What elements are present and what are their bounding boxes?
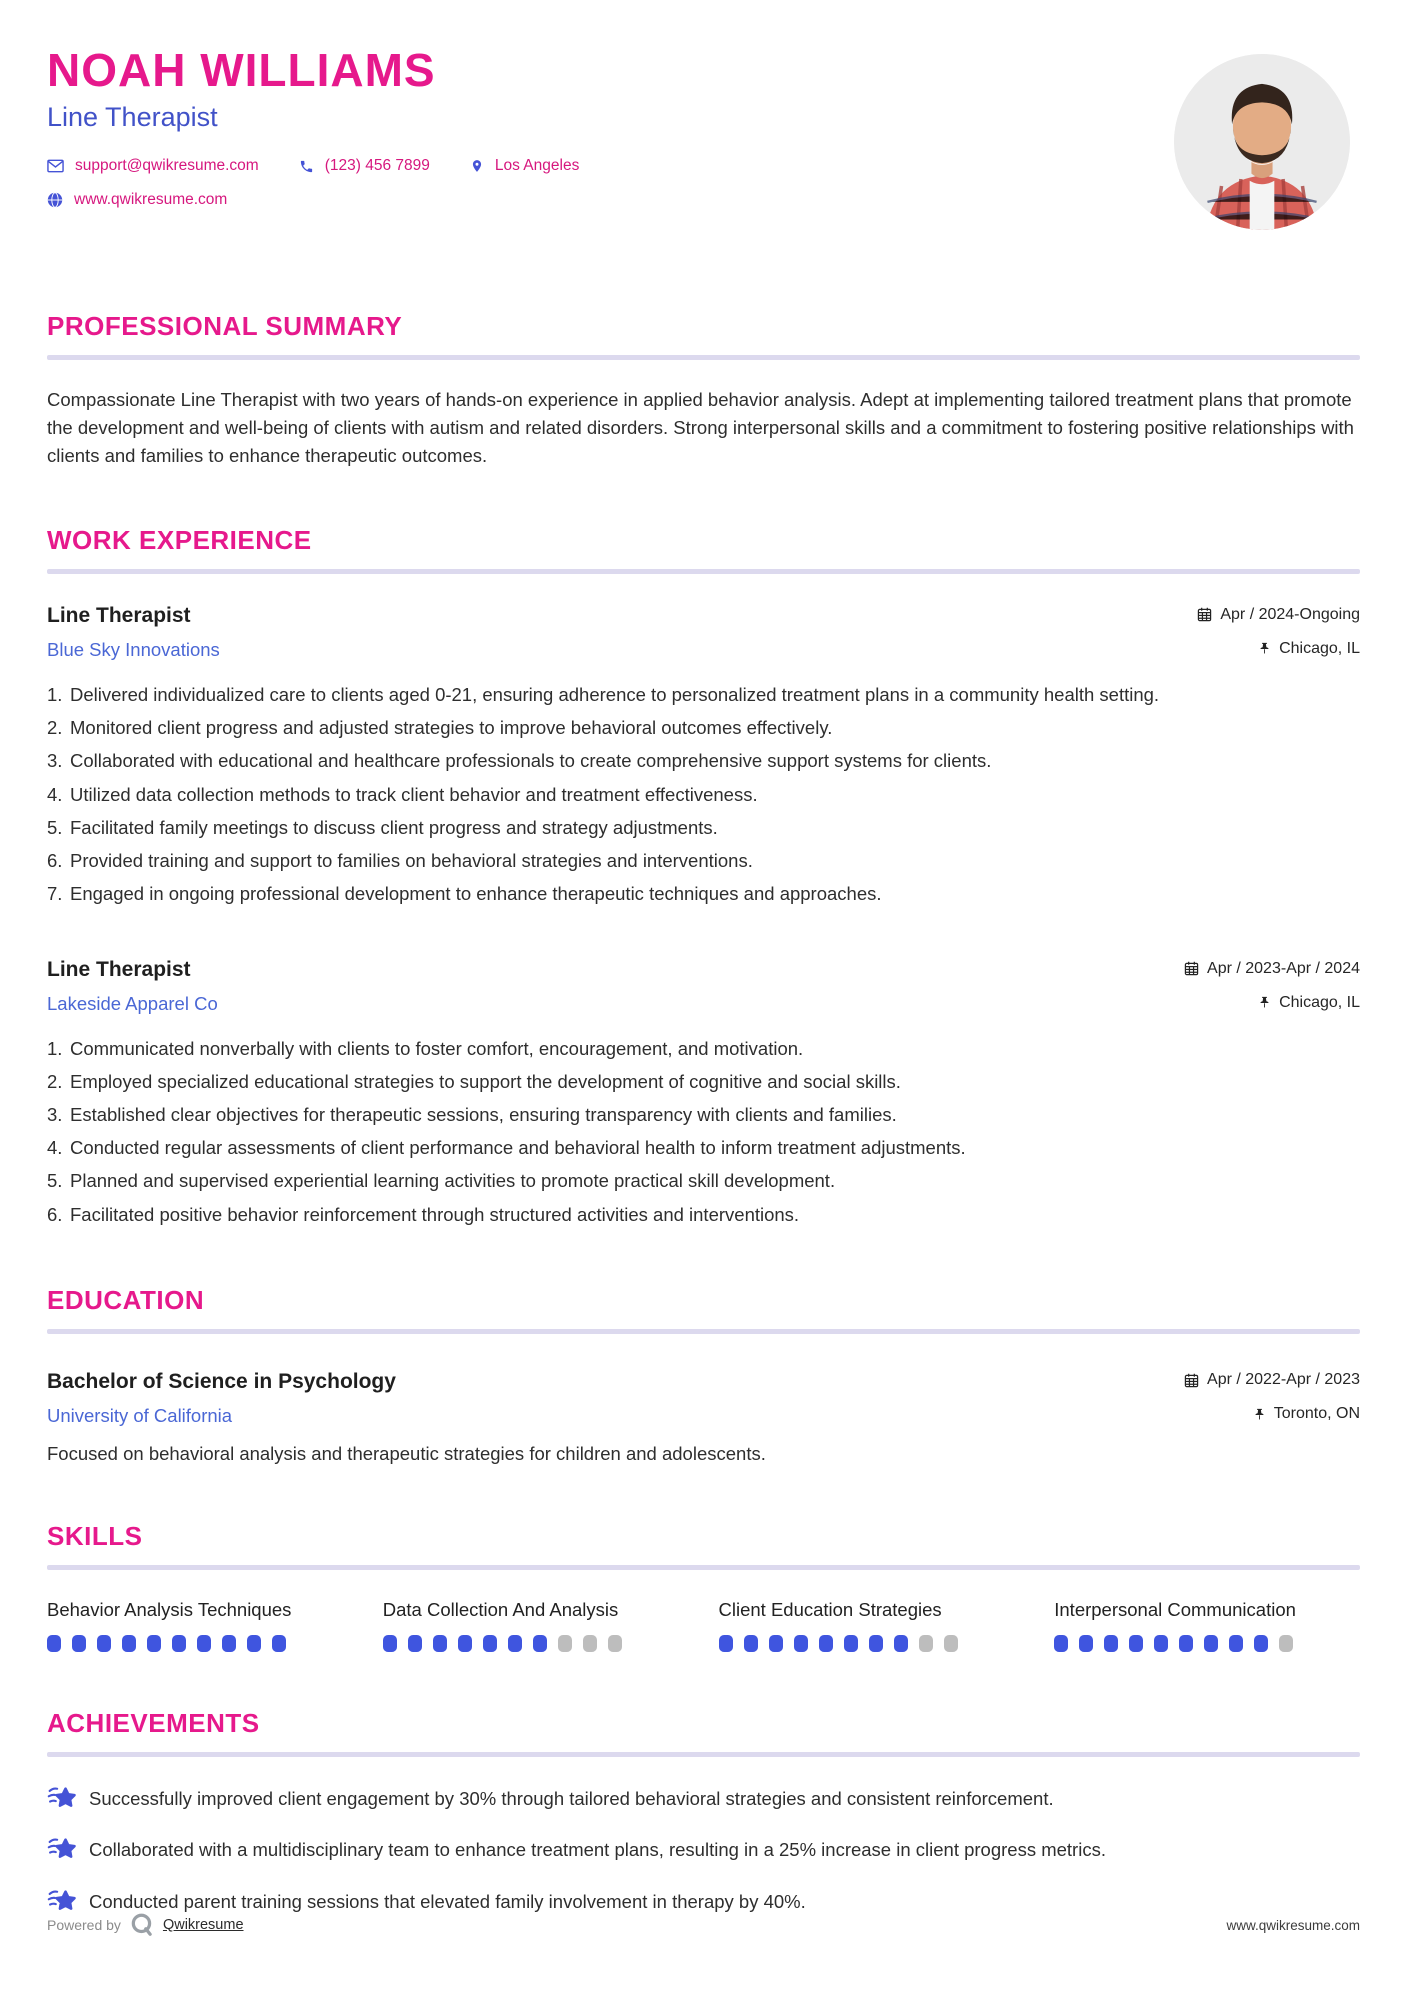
rating-dot-filled (222, 1635, 236, 1652)
bullet-number: 4. (47, 1137, 63, 1159)
rating-dot-filled (1054, 1635, 1068, 1652)
pushpin-icon (1258, 995, 1271, 1010)
rating-dot-filled (1129, 1635, 1143, 1652)
skill-rating (47, 1635, 353, 1652)
education-entry (47, 1370, 1360, 1465)
job-title: Line Therapist (47, 958, 191, 982)
achievement-item (47, 1785, 1327, 1813)
rating-dot-filled (458, 1635, 472, 1652)
section-work-experience (47, 525, 1360, 1228)
phone-text: (123) 456 7899 (324, 157, 430, 175)
rating-dot-empty (583, 1635, 597, 1652)
section-education (47, 1285, 1360, 1465)
achievement-star-icon (47, 1834, 77, 1864)
website-link[interactable] (47, 191, 227, 209)
achievement-text: Successfully improved client engagement by 30% through tailored behavioral strategies and consistent reinforcement. (89, 1787, 1054, 1809)
summary-heading: PROFESSIONAL SUMMARY (47, 311, 403, 341)
skill-rating (383, 1635, 689, 1652)
footer-website: www.qwikresume.com (1226, 1917, 1360, 1933)
job-location (1258, 994, 1360, 1012)
rating-dot-empty (1279, 1635, 1293, 1652)
website-text: www.qwikresume.com (74, 191, 228, 209)
rating-dot-filled (197, 1635, 211, 1652)
contact-row-2 (47, 191, 1360, 209)
achievements-list (47, 1785, 1360, 1916)
section-divider (47, 1752, 1360, 1757)
education-dates (1184, 1371, 1360, 1389)
rating-dot-filled (1229, 1635, 1243, 1652)
section-achievements (47, 1708, 1360, 1916)
bullet-number: 5. (47, 816, 63, 838)
qwikresume-link[interactable]: Qwikresume (162, 1917, 244, 1933)
education-location (1253, 1405, 1360, 1423)
skill-label: Data Collection And Analysis (382, 1598, 619, 1620)
bullet-number: 3. (47, 1104, 63, 1126)
bullet-number: 3. (47, 750, 63, 772)
education-dates-text: Apr / 2022-Apr / 2023 (1207, 1371, 1360, 1389)
calendar-icon (1184, 1373, 1199, 1388)
rating-dot-filled (47, 1635, 61, 1652)
summary-text: Compassionate Line Therapist with two years of hands-on experience in applied behavior analysis. Adept at implementing tailored treatment plans that promote the development and well-being of clients with autism and related disorders. Strong interpersonal skills and a commitment to fostering positive relationships with clients and families to enhance therapeutic outcomes. (47, 389, 1354, 466)
bullet-number: 6. (47, 1203, 63, 1225)
rating-dot-filled (408, 1635, 422, 1652)
section-divider (47, 569, 1360, 574)
location-pin-icon (470, 158, 484, 174)
job-entry (47, 604, 1360, 908)
achievement-text: Conducted parent training sessions that elevated family involvement in therapy by 40%. (89, 1891, 806, 1913)
job-location-text: Chicago, IL (1279, 993, 1360, 1011)
contact-row-1 (47, 157, 1360, 175)
bullet-number: 4. (47, 783, 63, 805)
job-bullet: 1. Communicated nonverbally with clients to foster comfort, encouragement, and motivation. (47, 1035, 1360, 1063)
rating-dot-filled (272, 1635, 286, 1652)
skill-label: Interpersonal Communication (1054, 1598, 1296, 1620)
job-bullet: 5. Facilitated family meetings to discuss client progress and strategy adjustments. (47, 814, 1360, 842)
avatar (1174, 54, 1350, 230)
pushpin-icon (1258, 641, 1271, 656)
job-bullets (47, 1035, 1360, 1229)
calendar-icon (1184, 961, 1199, 976)
job-title: Line Therapist (47, 604, 191, 628)
job-bullet: 6. Provided training and support to families on behavioral strategies and interventions. (47, 847, 1360, 875)
pushpin-icon (1253, 1407, 1266, 1422)
rating-dot-filled (508, 1635, 522, 1652)
job-bullet: 5. Planned and supervised experiential learning activities to promote practical skill development. (47, 1167, 1360, 1195)
skill-item (719, 1598, 1025, 1652)
section-divider (47, 1329, 1360, 1334)
phone-icon (299, 159, 314, 174)
rating-dot-filled (1179, 1635, 1193, 1652)
section-skills (47, 1521, 1360, 1652)
job-dates-text: Apr / 2024-Ongoing (1220, 605, 1360, 623)
skill-rating (719, 1635, 1025, 1652)
person-job-title: Line Therapist (47, 102, 218, 133)
rating-dot-filled (1254, 1635, 1268, 1652)
rating-dot-filled (844, 1635, 858, 1652)
job-dates (1184, 960, 1360, 978)
education-heading: EDUCATION (47, 1284, 205, 1315)
rating-dot-filled (433, 1635, 447, 1652)
rating-dot-filled (744, 1635, 758, 1652)
bullet-number: 6. (47, 849, 63, 871)
person-name: NOAH WILLIAMS (47, 44, 436, 96)
job-bullet: 4. Conducted regular assessments of client performance and behavioral health to inform treatment adjustments. (47, 1134, 1360, 1162)
skills-heading: SKILLS (47, 1520, 143, 1551)
rating-dot-empty (944, 1635, 958, 1652)
job-bullet: 1. Delivered individualized care to clients aged 0-21, ensuring adherence to personalized treatment plans in a community health setting. (47, 681, 1360, 709)
rating-dot-empty (919, 1635, 933, 1652)
rating-dot-filled (769, 1635, 783, 1652)
rating-dot-filled (1104, 1635, 1118, 1652)
rating-dot-filled (122, 1635, 136, 1652)
job-dates-text: Apr / 2023-Apr / 2024 (1207, 959, 1360, 977)
rating-dot-filled (483, 1635, 497, 1652)
rating-dot-filled (1154, 1635, 1168, 1652)
footer (47, 1912, 1360, 1938)
skills-grid (47, 1598, 1360, 1652)
qwikresume-logo (129, 1912, 155, 1938)
calendar-icon (1197, 607, 1212, 622)
bullet-number: 7. (47, 882, 63, 904)
rating-dot-filled (533, 1635, 547, 1652)
email-text: support@qwikresume.com (75, 157, 259, 175)
bullet-number: 1. (47, 1038, 63, 1060)
job-bullet: 3. Collaborated with educational and healthcare professionals to create comprehensive support systems for clients. (47, 747, 1360, 775)
skill-label: Behavior Analysis Techniques (47, 1598, 292, 1620)
achievement-item (47, 1836, 1327, 1864)
location-text: Los Angeles (494, 157, 580, 175)
job-bullet: 2. Monitored client progress and adjusted strategies to improve behavioral outcomes effectively. (47, 714, 1360, 742)
bullet-number: 2. (47, 1071, 63, 1093)
phone-link[interactable] (299, 157, 430, 175)
envelope-icon (47, 159, 64, 173)
rating-dot-empty (608, 1635, 622, 1652)
job-bullets (47, 681, 1360, 908)
education-description: Focused on behavioral analysis and therapeutic strategies for children and adolescents. (47, 1442, 766, 1464)
job-bullet: 3. Established clear objectives for therapeutic sessions, ensuring transparency with clients and families. (47, 1101, 1360, 1129)
section-divider (47, 1565, 1360, 1570)
rating-dot-filled (894, 1635, 908, 1652)
bullet-number: 5. (47, 1170, 63, 1192)
experience-heading: WORK EXPERIENCE (47, 525, 312, 556)
section-professional-summary (47, 311, 1360, 469)
rating-dot-filled (97, 1635, 111, 1652)
education-location-text: Toronto, ON (1273, 1405, 1360, 1423)
job-bullet: 2. Employed specialized educational strategies to support the development of cognitive and social skills. (47, 1068, 1360, 1096)
rating-dot-filled (172, 1635, 186, 1652)
rating-dot-filled (247, 1635, 261, 1652)
school-link[interactable]: University of California (47, 1404, 233, 1426)
skill-item (383, 1598, 689, 1652)
skill-label: Client Education Strategies (718, 1598, 942, 1620)
rating-dot-filled (794, 1635, 808, 1652)
rating-dot-filled (819, 1635, 833, 1652)
header (47, 46, 1360, 261)
job-bullet: 4. Utilized data collection methods to track client behavior and treatment effectiveness. (47, 781, 1360, 809)
job-bullet: 7. Engaged in ongoing professional development to enhance therapeutic techniques and approaches. (47, 880, 1360, 908)
achievement-text: Collaborated with a multidisciplinary team to enhance treatment plans, resulting in a 25% increase in client progress metrics. (89, 1839, 1106, 1861)
achievement-star-icon (47, 1783, 77, 1813)
achievements-heading: ACHIEVEMENTS (47, 1707, 260, 1738)
skill-item (1054, 1598, 1360, 1652)
rating-dot-filled (1204, 1635, 1218, 1652)
jobs-list (47, 604, 1360, 1228)
footer-branding (47, 1912, 244, 1938)
bullet-number: 1. (47, 684, 63, 706)
section-divider (47, 355, 1360, 360)
job-location-text: Chicago, IL (1279, 639, 1360, 657)
job-location (1258, 640, 1360, 658)
rating-dot-filled (719, 1635, 733, 1652)
location-item (470, 157, 579, 175)
job-bullet: 6. Facilitated positive behavior reinforcement through structured activities and interventions. (47, 1201, 1360, 1229)
skill-item (47, 1598, 353, 1652)
company-link[interactable]: Lakeside Apparel Co (47, 993, 218, 1015)
rating-dot-filled (147, 1635, 161, 1652)
degree-title: Bachelor of Science in Psychology (47, 1369, 396, 1393)
rating-dot-filled (383, 1635, 397, 1652)
job-dates (1197, 606, 1360, 624)
job-entry (47, 958, 1360, 1229)
bullet-number: 2. (47, 717, 63, 739)
powered-by-label: Powered by (47, 1917, 121, 1933)
rating-dot-filled (869, 1635, 883, 1652)
rating-dot-filled (72, 1635, 86, 1652)
email-link[interactable] (47, 157, 259, 175)
rating-dot-empty (558, 1635, 572, 1652)
globe-icon (47, 192, 63, 208)
rating-dot-filled (1079, 1635, 1093, 1652)
skill-rating (1054, 1635, 1360, 1652)
company-link[interactable]: Blue Sky Innovations (47, 639, 220, 661)
